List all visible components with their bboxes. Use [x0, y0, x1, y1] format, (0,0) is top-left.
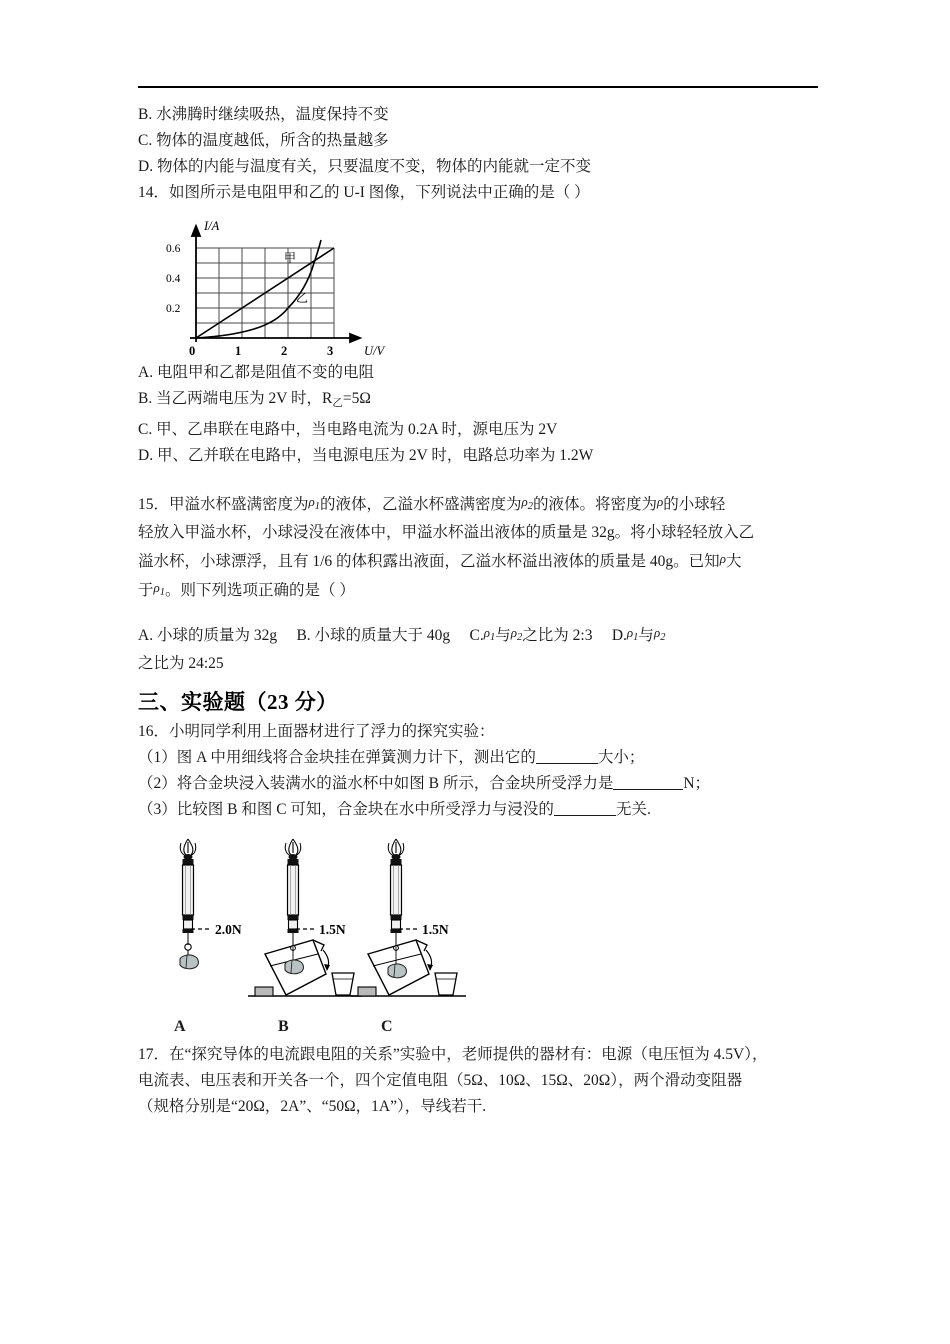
- section-3-heading: 三、实验题（23 分）: [138, 690, 338, 714]
- q15-l1-rho1: ρ: [308, 494, 315, 509]
- q15-l3-b: 大: [725, 553, 742, 570]
- q15-stem-line4: [138, 575, 828, 606]
- x-axis-label: U/V: [364, 344, 385, 358]
- q15-option-c-sub2: 2: [517, 632, 523, 643]
- q15-option-c-post: 之比为 2:3: [522, 627, 593, 644]
- q16-item-2: [138, 771, 828, 797]
- q15-option-d-mid: 与: [638, 627, 654, 644]
- q16-item3-blank[interactable]: [554, 815, 616, 816]
- xtick-2: 2: [281, 344, 288, 358]
- q15-option-c-sub1: 1: [490, 632, 496, 643]
- figure-c-group: [351, 839, 466, 996]
- q14-option-b-post: =5Ω: [342, 390, 371, 407]
- q15-l1-d: 的小球轻: [663, 496, 726, 513]
- q14-option-c: C. 甲、乙串联在电路中，当电路电流为 0.2A 时，源电压为 2V: [138, 421, 558, 438]
- q14-stem: 14．如图所示是电阻甲和乙的 U-I 图像，下列说法中正确的是（ ）: [138, 184, 590, 201]
- q16-item3-pre: （3）比较图 B 和图 C 可知，合金块在水中所受浮力与浸没的: [138, 801, 554, 818]
- xtick-1: 1: [235, 344, 242, 358]
- ui-graph-figure: [156, 210, 406, 358]
- q15-l4-a: 于: [138, 582, 154, 599]
- q14-option-a: A. 电阻甲和乙都是阻值不变的电阻: [138, 364, 374, 381]
- q15-l1-rho2-sub: 2: [527, 501, 534, 512]
- xtick-0: 0: [189, 344, 196, 358]
- q15-options-row: [138, 620, 828, 651]
- q15-l3-rho: ρ: [719, 551, 726, 566]
- series-label-yi: 乙: [296, 291, 309, 305]
- q15-stem-line2: 轻放入甲溢水杯，小球浸没在液体中，甲溢水杯溢出液体的质量是 32g。将小球轻轻放入乙: [138, 524, 755, 541]
- page-content: [138, 60, 828, 1120]
- q17-line-2: 电流表、电压表和开关各一个，四个定值电阻（5Ω、10Ω、15Ω、20Ω），两个滑动变阻器: [138, 1072, 743, 1089]
- figure-caption-a: A: [174, 1018, 186, 1035]
- ytick-0.4: 0.4: [166, 273, 181, 285]
- q15-option-b: B. 小球的质量大于 40g: [296, 627, 451, 644]
- figure-caption-c: C: [381, 1018, 393, 1035]
- q15-l4-b: 。则下列选项正确的是（ ）: [165, 582, 355, 599]
- figure-b-reading: 1.5N: [319, 922, 346, 937]
- q16-item2-pre: （2）将合金块浸入装满水的溢水杯中如图 B 所示，合金块所受浮力是: [138, 775, 614, 792]
- figure-a-reading: 2.0N: [215, 922, 242, 937]
- figure-b-group: [248, 839, 362, 996]
- q14-option-b: [138, 386, 828, 417]
- figure-captions-row: [166, 1018, 506, 1042]
- buoyancy-experiment-figure: [166, 833, 496, 1018]
- q14-option-d: D. 甲、乙并联在电路中，当电源电压为 2V 时，电路总功率为 1.2W: [138, 447, 594, 464]
- q15-option-c-mid: 与: [495, 627, 511, 644]
- q15-option-c-pre: C.: [469, 627, 484, 644]
- q15-l1-c: 的液体。将密度为: [533, 496, 658, 513]
- q15-l4-rho: ρ: [153, 580, 160, 595]
- q17-line-1: 17．在“探究导体的电流跟电阻的关系”实验中，老师提供的器材有：电源（电压恒为 4.5V），: [138, 1046, 768, 1063]
- q17-line-3: （规格分别是“20Ω，2A”、“50Ω，1A”），导线若干.: [138, 1098, 487, 1115]
- q16-item2-post: N；: [683, 775, 711, 792]
- q15-l1-a: 15．甲溢水杯盛满密度为: [138, 496, 309, 513]
- q14-option-b-subscript: 乙: [332, 398, 343, 409]
- xtick-3: 3: [327, 344, 334, 358]
- series-label-jia: 甲: [284, 251, 297, 265]
- q15-option-d-pre: D.: [611, 627, 627, 644]
- buoyancy-experiment-svg: [166, 833, 496, 1018]
- q15-l3-a: 溢水杯，小球漂浮，且有 1/6 的体积露出液面，乙溢水杯溢出液体的质量是 40g。已知: [138, 553, 720, 570]
- q15-l1-rho: ρ: [657, 494, 664, 509]
- q15-option-a: A. 小球的质量为 32g: [138, 627, 278, 644]
- q13-option-b: B. 水沸腾时继续吸热，温度保持不变: [138, 106, 389, 123]
- y-axis-label: I/A: [204, 219, 220, 233]
- q16-item-3: [138, 797, 828, 823]
- q15-option-d-sub1: 1: [633, 632, 639, 643]
- q16-item1-blank[interactable]: [536, 763, 598, 764]
- q15-l1-b: 的液体，乙溢水杯盛满密度为: [320, 496, 522, 513]
- q15-option-c-rho1: ρ: [483, 625, 491, 640]
- q15-l1-rho2: ρ: [521, 494, 528, 509]
- q15-option-d-sub2: 2: [660, 632, 666, 643]
- figure-a-group: [180, 839, 242, 969]
- q15-l4-rho-sub: 1: [159, 587, 166, 598]
- q15-stem-line3: [138, 546, 828, 575]
- q16-item2-blank[interactable]: [613, 789, 683, 790]
- ui-graph-svg: [156, 210, 406, 358]
- q13-option-c: C. 物体的温度越低，所含的热量越多: [138, 132, 389, 149]
- q15-option-c-rho2: ρ: [510, 625, 518, 640]
- figure-c-reading: 1.5N: [422, 922, 449, 937]
- q15-stem-line1: [138, 489, 828, 520]
- q15-option-d-wrap: 之比为 24:25: [138, 655, 224, 672]
- ytick-0.2: 0.2: [166, 303, 181, 315]
- q16-item1-pre: （1）图 A 中用细线将合金块挂在弹簧测力计下，测出它的: [138, 749, 536, 766]
- figure-caption-b: B: [278, 1018, 289, 1035]
- q14-option-b-pre: B. 当乙两端电压为 2V 时，R: [138, 390, 333, 407]
- q16-item-1: [138, 745, 828, 771]
- q15-option-d-rho2: ρ: [653, 625, 661, 640]
- q13-option-d: D. 物体的内能与温度有关，只要温度不变，物体的内能就一定不变: [138, 158, 591, 175]
- q16-item1-post: 大小；: [597, 749, 645, 766]
- q16-item3-post: 无关.: [615, 801, 651, 818]
- q15-l1-rho1-sub: 1: [314, 501, 321, 512]
- q16-stem: 16．小明同学利用上面器材进行了浮力的探究实验：: [138, 723, 495, 740]
- q15-option-d-rho1: ρ: [626, 625, 634, 640]
- ytick-0.6: 0.6: [166, 243, 181, 255]
